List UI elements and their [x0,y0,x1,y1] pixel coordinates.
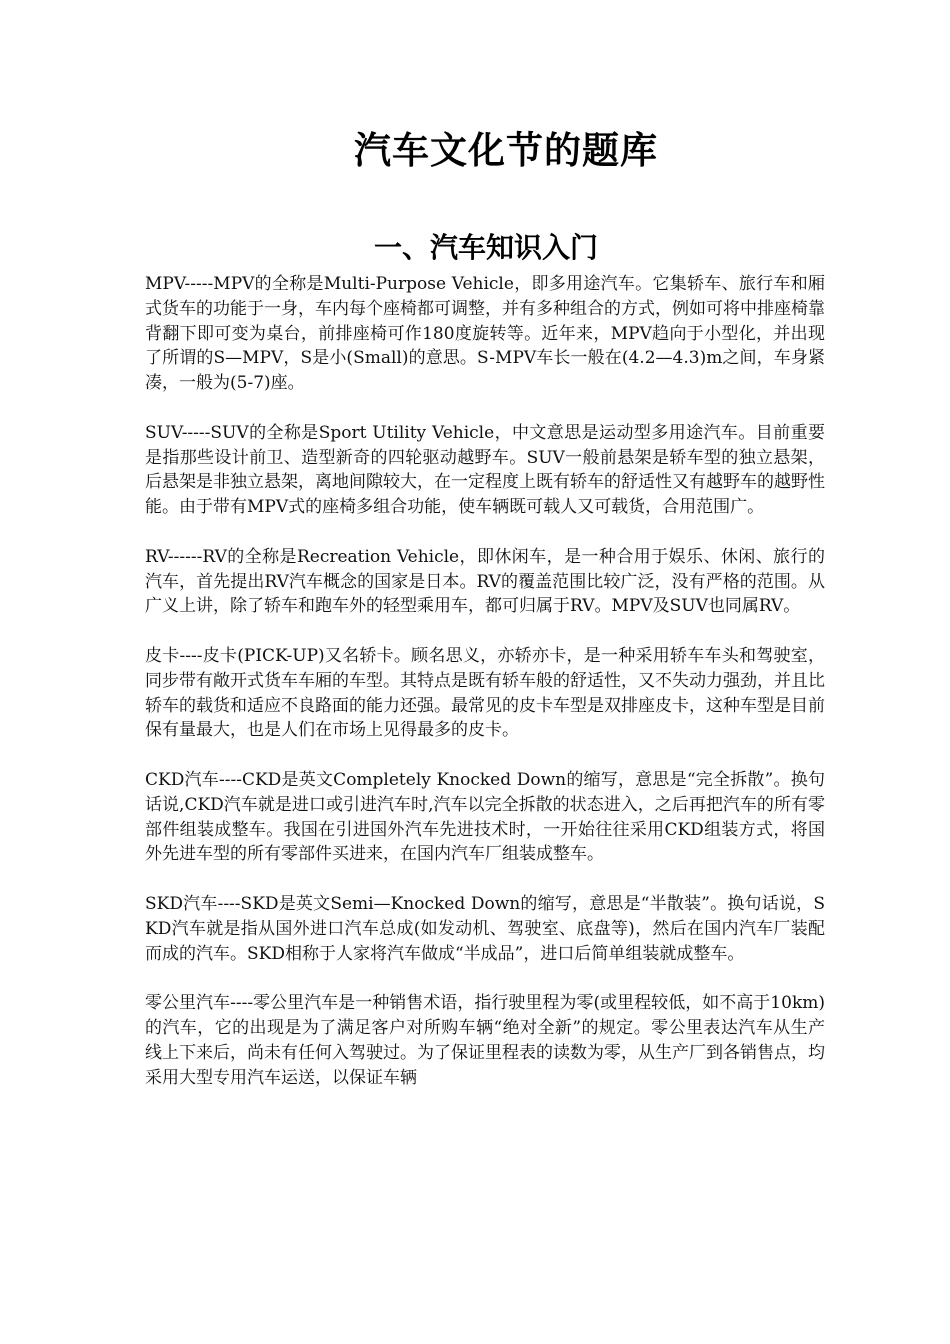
paragraph-zero-km: 零公里汽车----零公里汽车是一种销售术语，指行驶里程为零(或里程较低，如不高于10km)的汽车，它的出现是为了满足客户对所购车辆“绝对全新”的规定。零公里表达汽车从生产线上下来后，尚未有任何入驾驶过。为了保证里程表的读数为零，从生产厂到各销售点，均采用大型专用汽车运送，以保证车辆 [145,993,825,1088]
paragraph-ckd: CKD汽车----CKD是英文Completely Knocked Down的缩写，意思是“完全拆散”。换句话说,CKD汽车就是进口或引进汽车时,汽车以完全拆散的状态进入，之后再把汽车的所有零部件组装成整车。我国在引进国外汽车先进技术时，一开始往往采用CKD组装方式，将国外先进车型的所有零部件买进来，在国内汽车厂组装成整车。 [145,769,825,865]
paragraph-pickup: 皮卡----皮卡(PICK-UP)又名轿卡。顾名思义，亦轿亦卡，是一种采用轿车车头和驾驶室，同步带有敞开式货车车厢的车型。其特点是既有轿车般的舒适性，又不失动力强劲，并且比轿车的载货和适应不良路面的能力还强。最常见的皮卡车型是双排座皮卡，这种车型是目前保有量最大，也是人们在市场上见得最多的皮卡。 [145,645,825,741]
document-title: 汽车文化节的题库 [354,128,658,172]
paragraph-suv: SUV-----SUV的全称是Sport Utility Vehicle，中文意思是运动型多用途汽车。目前重要是指那些设计前卫、造型新奇的四轮驱动越野车。SUV一般前悬架是轿车型的独立悬架，后悬架是非独立悬架，离地间隙较大，在一定程度上既有轿车的舒适性又有越野车的越野性能。由于带有MPV式的座椅多组合功能，使车辆既可载人又可载货，合用范围广。 [145,422,825,518]
paragraph-mpv: MPV-----MPV的全称是Multi-Purpose Vehicle，即多用途汽车。它集轿车、旅行车和厢式货车的功能于一身，车内每个座椅都可调整，并有多种组合的方式，例如可将中排座椅靠背翻下即可变为桌台，前排座椅可作180度旋转等。近年来，MPV趋向于小型化，并出现了所谓的S—MPV，S是小(Small)的意思。S-MPV车长一般在(4.2—4.3)m之间，车身紧凑，一般为(5-7)座。 [145,274,825,394]
paragraph-rv: RV------RV的全称是Recreation Vehicle，即休闲车，是一种合用于娱乐、休闲、旅行的汽车，首先提出RV汽车概念的国家是日本。RV的覆盖范围比较广泛，没有严格的范围。从广义上讲，除了轿车和跑车外的轻型乘用车，都可归属于RV。MPV及SUV也同属RV。 [145,546,825,617]
document-body [145,272,825,1115]
paragraph-skd: SKD汽车----SKD是英文Semi—Knocked Down的缩写，意思是“半散装”。换句话说，SKD汽车就是指从国外进口汽车总成(如发动机、驾驶室、底盘等)，然后在国内汽车厂装配而成的汽车。SKD相称于人家将汽车做成“半成品”，进口后简单组装就成整车。 [145,893,825,964]
section-heading: 一、汽车知识入门 [373,231,598,264]
